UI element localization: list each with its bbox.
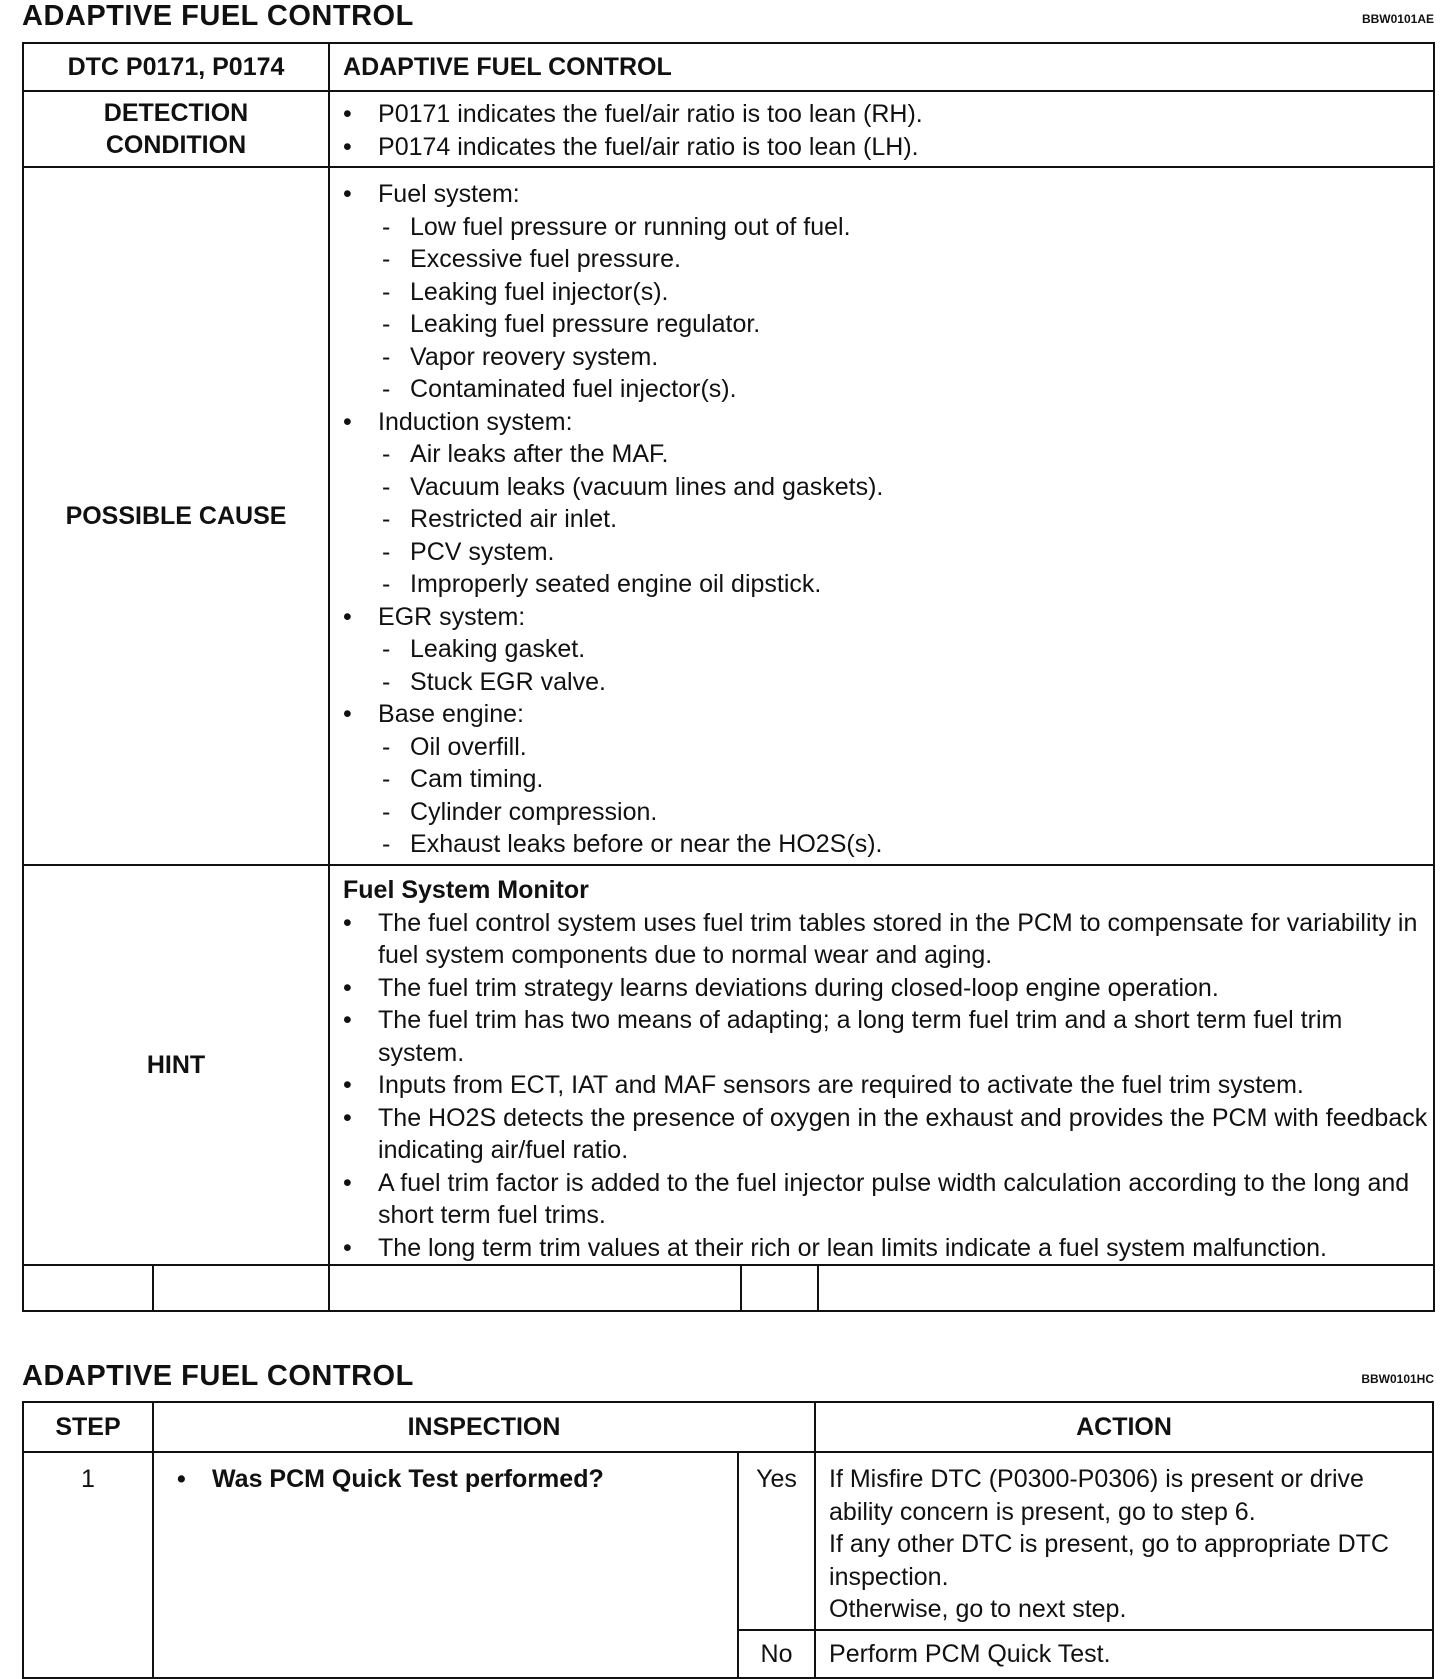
- section2-title: ADAPTIVE FUEL CONTROL: [22, 1360, 414, 1392]
- possible-cause-label: POSSIBLE CAUSE: [23, 167, 329, 865]
- possible-cause-content: [329, 167, 1434, 865]
- cause-item: - Excessive fuel pressure.: [378, 243, 1433, 276]
- cause-item: - Improperly seated engine oil dipstick.: [378, 568, 1433, 601]
- hint-item: • The long term trim values at their rich or lean limits indicate a fuel system malfunction.: [330, 1232, 1433, 1265]
- cause-item: - Contaminated fuel injector(s).: [378, 373, 1433, 406]
- yes-action-lines: [829, 1463, 1422, 1626]
- detection-label-line1: DETECTION: [103, 99, 249, 127]
- detection-condition-content: [329, 91, 1434, 167]
- cause-item: - PCV system.: [378, 536, 1433, 569]
- dtc-info-table: [22, 42, 1435, 1312]
- detection-label-line2: CONDITION: [105, 131, 247, 159]
- detection-list: [330, 98, 1433, 163]
- section1-title: ADAPTIVE FUEL CONTROL: [22, 0, 414, 32]
- hint-item: • The fuel control system uses fuel trim tables stored in the PCM to compensate for variability in fuel system components due to normal wear and aging.: [330, 907, 1433, 972]
- inspection-header: INSPECTION: [153, 1402, 815, 1452]
- cause-group-title: • Induction system:: [378, 407, 573, 436]
- hint-content: [329, 865, 1434, 1265]
- hint-item: • The HO2S detects the presence of oxygen in the exhaust and provides the PCM with feedback indicating air/fuel ratio.: [330, 1102, 1433, 1167]
- cause-item: - Leaking fuel injector(s).: [378, 276, 1433, 309]
- yes-action-line: Otherwise, go to next step.: [829, 1595, 1127, 1623]
- empty-row: [23, 1265, 1434, 1311]
- yes-action-line: If Misfire DTC (P0300-P0306) is present or drive ability concern is present, go to step 6.: [829, 1465, 1364, 1526]
- hint-item: • The fuel trim has two means of adapting; a long term fuel trim and a short term fuel trim system.: [330, 1004, 1433, 1069]
- hint-item: • The fuel trim strategy learns deviations during closed-loop engine operation.: [330, 972, 1433, 1005]
- cause-sub-list: [378, 211, 1433, 406]
- cause-group-title: • EGR system:: [378, 602, 526, 631]
- detection-item: • P0174 indicates the fuel/air ratio is too lean (LH).: [330, 131, 1433, 164]
- no-action: Perform PCM Quick Test.: [815, 1630, 1433, 1678]
- cause-item: - Oil overfill.: [378, 731, 1433, 764]
- inspection-question-cell: [153, 1452, 738, 1678]
- dtc-code-header: DTC P0171, P0174: [23, 43, 329, 91]
- dtc-title-header: ADAPTIVE FUEL CONTROL: [329, 43, 1434, 91]
- hint-heading: Fuel System Monitor: [343, 876, 589, 904]
- cause-item: - Leaking gasket.: [378, 633, 1433, 666]
- cause-group-title: • Base engine:: [378, 700, 524, 728]
- hint-list: [330, 907, 1433, 1265]
- empty-cell: [329, 1265, 741, 1311]
- step-header: STEP: [23, 1402, 153, 1452]
- no-label: No: [738, 1630, 815, 1678]
- cause-item: - Vacuum leaks (vacuum lines and gaskets).: [378, 471, 1433, 504]
- empty-cell: [818, 1265, 1434, 1311]
- yes-label: Yes: [738, 1452, 815, 1630]
- inspection-list: [154, 1463, 737, 1496]
- yes-action: [815, 1452, 1433, 1630]
- hint-label: HINT: [23, 865, 329, 1265]
- cause-item: - Leaking fuel pressure regulator.: [378, 308, 1433, 341]
- cause-item: - Air leaks after the MAF.: [378, 438, 1433, 471]
- cause-item: - Low fuel pressure or running out of fuel.: [378, 211, 1433, 244]
- cause-item: - Vapor reovery system.: [378, 341, 1433, 374]
- detection-condition-label: [23, 91, 329, 167]
- cause-item: - Cam timing.: [378, 763, 1433, 796]
- cause-group: [330, 178, 1433, 406]
- empty-cell: [23, 1265, 153, 1311]
- cause-group: [330, 601, 1433, 699]
- section2-heading: [22, 1360, 1434, 1396]
- cause-group-title: • Fuel system:: [378, 180, 520, 208]
- hint-item: • A fuel trim factor is added to the fuel injector pulse width calculation according to the long and short term fuel trims.: [330, 1167, 1433, 1232]
- yes-action-line: If any other DTC is present, go to appropriate DTC inspection.: [829, 1530, 1389, 1591]
- cause-sub-list: [378, 731, 1433, 861]
- detection-item: • P0171 indicates the fuel/air ratio is too lean (RH).: [330, 98, 1433, 131]
- section1-code: BBW0101AE: [1361, 12, 1434, 26]
- cause-item: - Stuck EGR valve.: [378, 666, 1433, 699]
- cause-item: - Cylinder compression.: [378, 796, 1433, 829]
- possible-cause-list: [330, 178, 1433, 861]
- cause-item: - Exhaust leaks before or near the HO2S(s).: [378, 828, 1433, 861]
- cause-group: [330, 698, 1433, 861]
- action-header: ACTION: [815, 1402, 1433, 1452]
- cause-sub-list: [378, 633, 1433, 698]
- inspection-table: [22, 1401, 1434, 1679]
- empty-cell: [741, 1265, 818, 1311]
- section2-code: BBW0101HC: [1361, 1372, 1434, 1386]
- inspection-question: • Was PCM Quick Test performed?: [164, 1463, 737, 1496]
- cause-group: [330, 406, 1433, 601]
- step-number: 1: [23, 1452, 153, 1678]
- empty-cell: [153, 1265, 329, 1311]
- cause-sub-list: [378, 438, 1433, 601]
- cause-item: - Restricted air inlet.: [378, 503, 1433, 536]
- hint-item: • Inputs from ECT, IAT and MAF sensors are required to activate the fuel trim system.: [330, 1069, 1433, 1102]
- section1-heading: [22, 0, 1434, 36]
